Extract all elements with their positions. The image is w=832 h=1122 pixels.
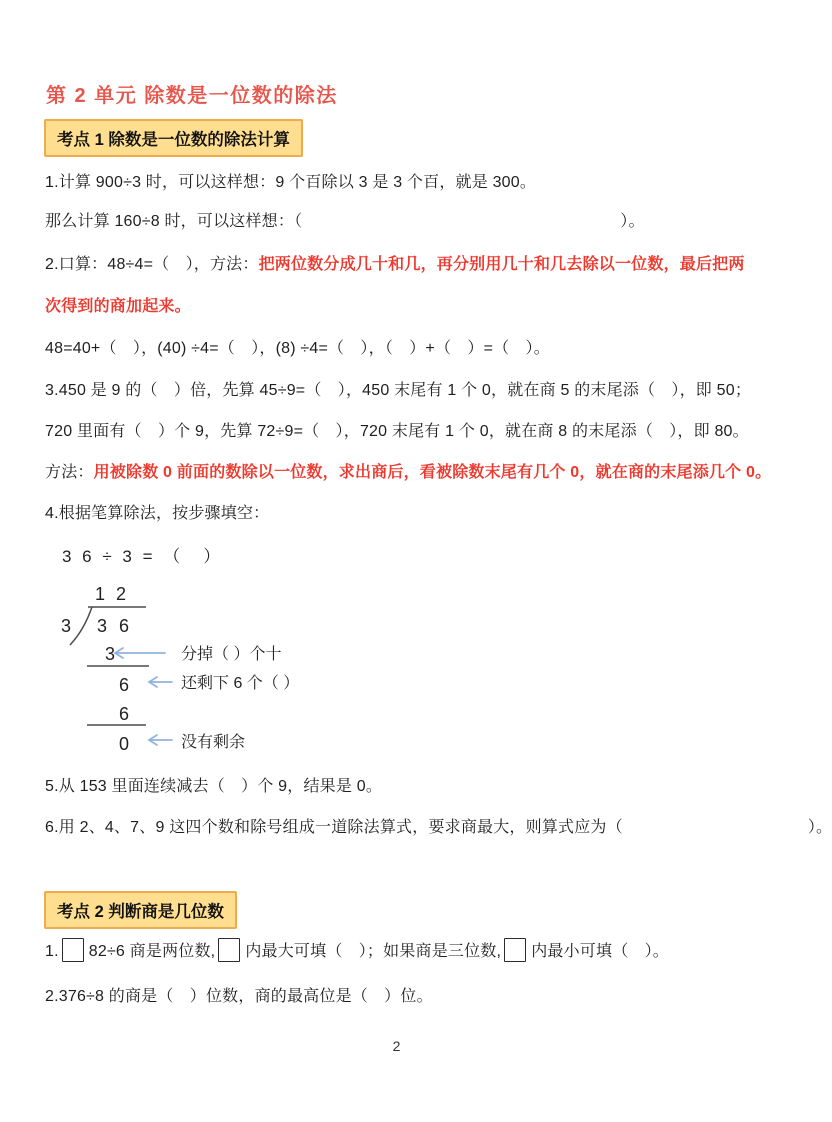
division-expression: 3 6 ÷ 3 = （ ） xyxy=(62,547,224,566)
q2-equation: 48=40+（ ），(40) ÷4=（ ），(8) ÷4=（ ），（ ）+（ ）=（ ）。 xyxy=(45,340,550,357)
q2-prefix: 2.口算：48÷4=（ ），方法： xyxy=(45,256,259,273)
quotient-tens-digit: 1 xyxy=(95,584,106,604)
q2-method-red-part2: 次得到的商加起来。 xyxy=(45,298,191,315)
step2-label: 还剩下 6 个（ ） xyxy=(181,675,300,692)
quotient-ones-digit: 2 xyxy=(116,584,127,604)
section2-heading-label: 考点 2 判断商是几位数 xyxy=(57,903,224,921)
section2-heading-badge xyxy=(44,891,237,929)
answer-blank-space xyxy=(302,225,620,226)
s2-q1-part4: 内最小可填（ ）。 xyxy=(531,943,669,960)
q3-method-prefix: 方法： xyxy=(45,464,94,481)
s2-q2-line: 2.376÷8 的商是（ ）位数，商的最高位是（ ）位。 xyxy=(45,988,433,1005)
q6-suffix: ）。 xyxy=(807,819,832,836)
page-number: 2 xyxy=(392,1038,401,1054)
section1-heading-label: 考点 1 除数是一位数的除法计算 xyxy=(57,131,290,149)
q5-text: 5.从 153 里面连续减去（ ）个 9，结果是 0。 xyxy=(45,778,383,795)
division-bracket-curve xyxy=(70,607,92,645)
step1-label: 分掉（ ）个十 xyxy=(181,646,282,663)
q6-line xyxy=(45,817,832,839)
answer-blank-space xyxy=(623,831,808,832)
s2-q1-part2: 82÷6 商是两位数, xyxy=(88,943,216,960)
q4-text: 4.根据笔算除法，按步骤填空： xyxy=(45,505,270,522)
q6-prefix: 6.用 2、4、7、9 这四个数和除号组成一道除法算式，要求商最大，则算式应为（ xyxy=(45,819,623,836)
fill-box xyxy=(62,938,84,962)
step3-value: 6 xyxy=(119,704,130,724)
q1-line2-prefix: 那么计算 160÷8 时，可以这样想：（ xyxy=(45,213,303,230)
s2-q1-part3: 内最大可填（ ）；如果商是三位数, xyxy=(245,943,502,960)
q1-line2-suffix: ）。 xyxy=(620,213,645,230)
dividend-ones-digit: 6 xyxy=(119,616,130,636)
step2-value: 6 xyxy=(119,675,130,695)
dividend-tens-digit: 3 xyxy=(97,616,108,636)
s2-q1-part1: 1. xyxy=(45,943,59,960)
section1-heading-badge xyxy=(44,119,303,157)
q2-method-red-part1: 把两位数分成几十和几，再分别用几十和几去除以一位数，最后把两 xyxy=(258,256,745,273)
page-title: 第 2 单元 除数是一位数的除法 xyxy=(46,85,338,107)
q1-line2 xyxy=(45,211,645,233)
q3-line2: 720 里面有（ ）个 9，先算 72÷9=（ ），720 末尾有 1 个 0，就在商 8 的末尾添（ ），即 80。 xyxy=(45,423,749,440)
q3-method xyxy=(45,462,771,484)
fill-box xyxy=(504,938,526,962)
s2-q1-line xyxy=(45,938,669,963)
remainder-label: 没有剩余 xyxy=(181,734,246,751)
long-division-diagram xyxy=(45,576,465,766)
q3-method-red: 用被除数 0 前面的数除以一位数，求出商后，看被除数末尾有几个 0，就在商的末尾添几个 0。 xyxy=(93,464,772,481)
step1-value: 3 xyxy=(105,644,116,664)
q3-line1: 3.450 是 9 的（ ）倍，先算 45÷9=（ ），450 末尾有 1 个 0，就在商 5 的末尾添（ ），即 50； xyxy=(45,382,752,399)
q1-line1: 1.计算 900÷3 时，可以这样想：9 个百除以 3 是 3 个百，就是 300。 xyxy=(45,174,537,191)
remainder-value: 0 xyxy=(119,734,130,754)
divisor-digit: 3 xyxy=(61,616,72,636)
q2-line1 xyxy=(45,254,745,276)
fill-box xyxy=(218,938,240,962)
